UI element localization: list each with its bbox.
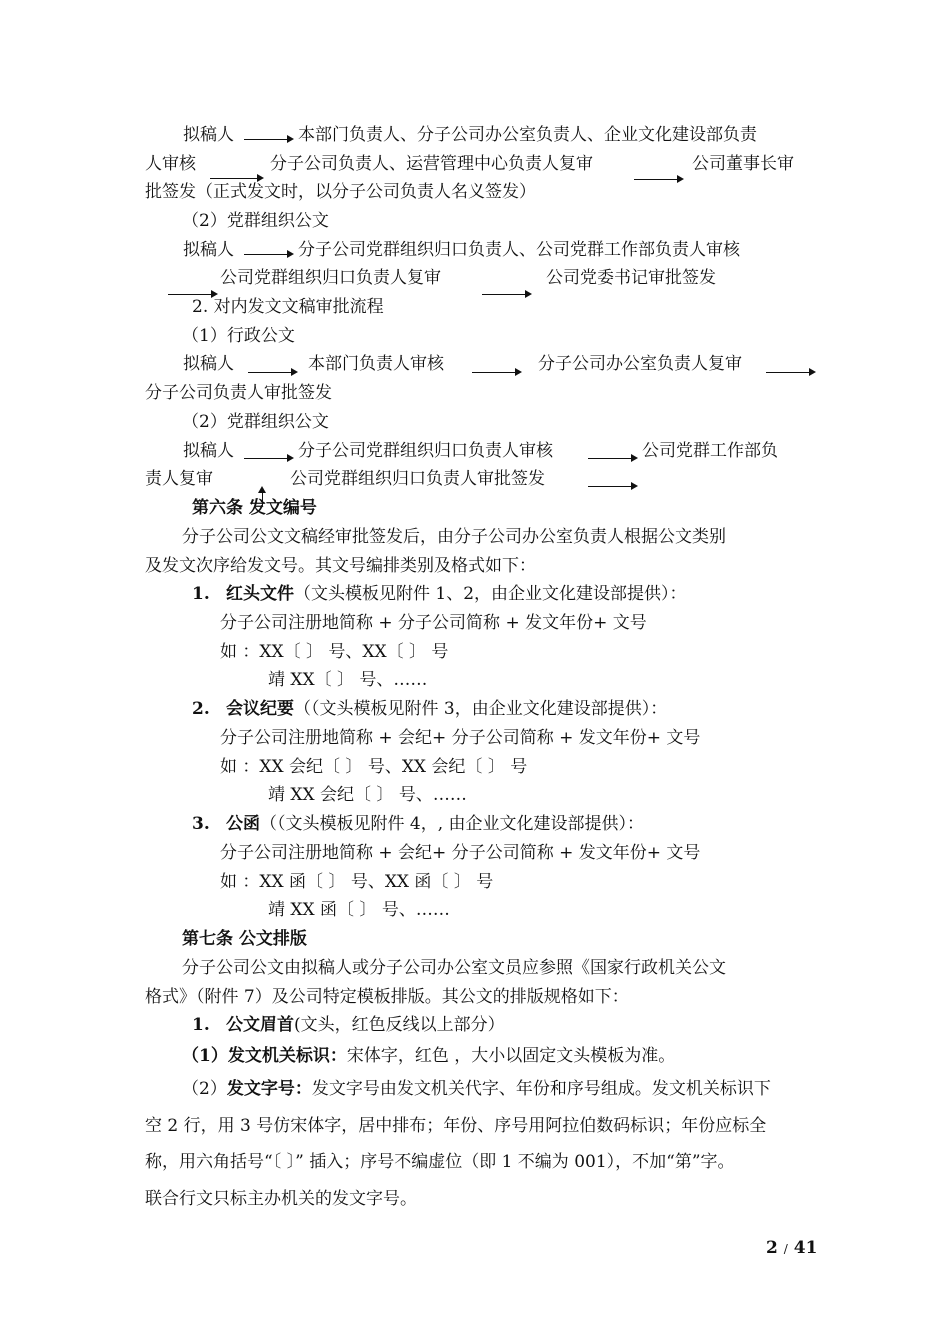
list-title: 红头文件 <box>225 584 294 604</box>
flow-step: 分子公司办公室负责人复审 <box>538 354 742 374</box>
section-text: (文头，红色反线以上部分） <box>293 1015 505 1035</box>
flow-step: 分子公司党群组织归口负责人、公司党群工作部负责人审核 <box>298 240 740 260</box>
list-text: （（文头模板见附件 3，由企业文化建设部提供）： <box>293 699 668 719</box>
flow-arrow <box>482 294 526 295</box>
section-title: 发文字号： <box>226 1079 312 1099</box>
current-page: 2 <box>766 1238 778 1258</box>
flow-step: 拟稿人 <box>183 125 234 145</box>
subheading: （2）党群组织公文 <box>182 412 329 432</box>
flow-arrow <box>210 178 258 179</box>
list-number: 1. <box>192 1015 210 1035</box>
flow-step: 分子公司党群组织归口负责人审核 <box>298 441 553 461</box>
flow-step: 公司董事长审 <box>692 154 794 174</box>
format-line: 分子公司注册地简称 + 会纪+ 分子公司简称 + 发文年份+ 文号 <box>220 843 701 863</box>
flow-arrow <box>244 254 288 255</box>
list-item <box>192 697 667 721</box>
flow-step: 责人复审 <box>145 469 213 489</box>
flow-arrow <box>766 372 810 373</box>
flow-step: 公司党群组织归口负责人审批签发 <box>290 469 545 489</box>
flow-step: 分子公司负责人审批签发 <box>145 383 332 403</box>
list-text: （文头模板见附件 1、2，由企业文化建设部提供）： <box>293 584 687 604</box>
flow-step: 本部门负责人审核 <box>308 354 444 374</box>
paragraph-line: 及发文次序给发文号。其文号编排类别及格式如下： <box>145 556 536 576</box>
flow-step: 人审核 <box>145 154 196 174</box>
section-text: 宋体字，红色 ，大小以固定文头模板为准。 <box>346 1046 676 1066</box>
list-number: 1. <box>192 584 210 604</box>
page-number <box>766 1238 817 1258</box>
list-item <box>192 582 687 606</box>
subheading: 2. 对内发文文稿审批流程 <box>192 297 384 317</box>
example-line: 如 ：XX〔 〕 号、XX〔 〕 号 <box>220 642 449 662</box>
list-number: 2. <box>192 699 210 719</box>
flow-arrow <box>634 179 678 180</box>
paragraph-line: 分子公司公文由拟稿人或分子公司办公室文员应参照《国家行政机关公文 <box>182 958 726 978</box>
example-line: 靖 XX 函〔 〕 号、…… <box>268 900 450 920</box>
flow-step: 分子公司负责人、运营管理中心负责人复审 <box>270 154 593 174</box>
list-title: 会议纪要 <box>225 699 294 719</box>
flow-arrow <box>588 458 632 459</box>
flow-step: 拟稿人 <box>183 354 234 374</box>
flow-arrow <box>588 486 632 487</box>
article-heading: 第六条 发文编号 <box>192 498 317 518</box>
list-text: （（文头模板见附件 4，, 由企业文化建设部提供）： <box>259 814 644 834</box>
section-item <box>182 1044 675 1068</box>
section-title: （1）发文机关标识： <box>182 1046 347 1066</box>
example-line: 如 ：XX 会纪〔 〕 号、XX 会纪〔 〕 号 <box>220 757 528 777</box>
article-heading: 第七条 公文排版 <box>182 929 307 949</box>
section-item <box>182 1077 771 1101</box>
example-line: 靖 XX〔 〕 号、…… <box>268 670 428 690</box>
paragraph-line: 称，用六角括号“〔 〕” 插入；序号不编虚位（即 1 不编为 001），不加“第”字。 <box>145 1152 735 1172</box>
flow-arrow <box>244 458 288 459</box>
flow-step: 公司党群组织归口负责人复审 <box>220 268 441 288</box>
list-number: 3. <box>192 814 210 834</box>
paragraph-line: 空 2 行，用 3 号仿宋体字，居中排布；年份、序号用阿拉伯数码标识；年份应标全 <box>145 1116 767 1136</box>
flow-step: 公司党委书记审批签发 <box>546 268 716 288</box>
section-item <box>192 1013 505 1037</box>
flow-step: 批签发（正式发文时，以分子公司负责人名义签发） <box>145 182 536 202</box>
subheading: （2）党群组织公文 <box>182 211 329 231</box>
flow-step: 公司党群工作部负 <box>642 441 778 461</box>
flow-step: 拟稿人 <box>183 240 234 260</box>
section-text: 发文字号由发文机关代字、年份和序号组成。发文机关标识下 <box>311 1079 771 1099</box>
page-separator: / <box>783 1242 788 1256</box>
format-line: 分子公司注册地简称 + 分子公司简称 + 发文年份+ 文号 <box>220 613 647 633</box>
paragraph-line: 联合行文只标主办机关的发文字号。 <box>145 1189 417 1209</box>
section-title: 公文眉首 <box>225 1015 294 1035</box>
flow-arrow <box>248 372 292 373</box>
total-pages: 41 <box>793 1238 818 1258</box>
flow-step: 拟稿人 <box>183 441 234 461</box>
flow-arrow <box>472 372 516 373</box>
flow-arrow <box>244 139 288 140</box>
list-item <box>192 812 644 836</box>
flow-step: 本部门负责人、分子公司办公室负责人、企业文化建设部负责 <box>298 125 757 145</box>
example-line: 靖 XX 会纪〔 〕 号、…… <box>268 785 467 805</box>
format-line: 分子公司注册地简称 + 会纪+ 分子公司简称 + 发文年份+ 文号 <box>220 728 701 748</box>
list-title: 公函 <box>225 814 260 834</box>
section-prefix: （2） <box>182 1079 227 1099</box>
example-line: 如 ：XX 函〔 〕 号、XX 函〔 〕 号 <box>220 872 494 892</box>
paragraph-line: 格式》（附件 7）及公司特定模板排版。其公文的排版规格如下： <box>145 987 629 1007</box>
paragraph-line: 分子公司公文文稿经审批签发后，由分子公司办公室负责人根据公文类别 <box>182 527 726 547</box>
subheading: （1）行政公文 <box>182 326 295 346</box>
